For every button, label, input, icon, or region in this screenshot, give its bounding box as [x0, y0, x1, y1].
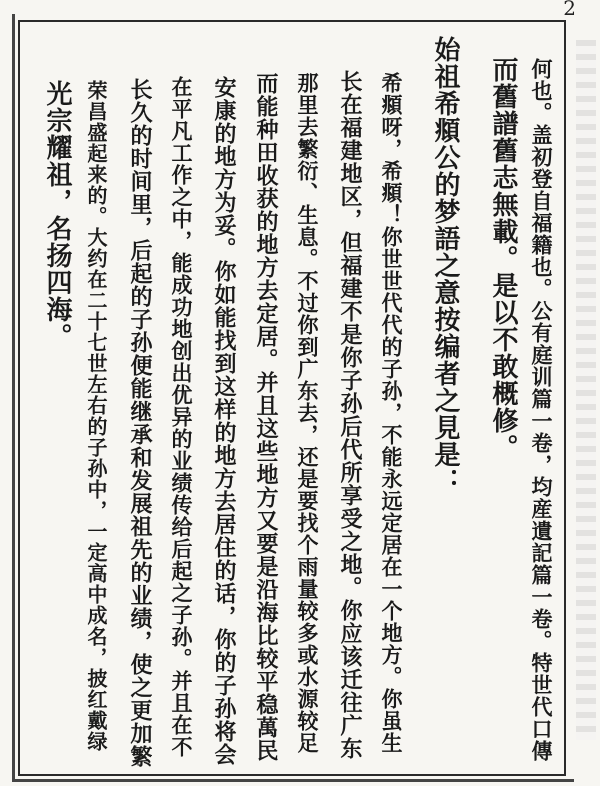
- text-column-11: 荣昌盛起来的。大约在二十七世左右的子孙中，一定高中成名，披红戴绿: [84, 80, 108, 752]
- text-column-5: 长在福建地区，但福建不是你子孙后代所享受之地。你应该迁往广东: [337, 70, 362, 760]
- page-number: 2: [563, 0, 576, 20]
- text-column-8: 安康的地方为妥。你如能找到这样的地方去居住的话，你的子孙将会: [211, 76, 236, 766]
- text-column-2: 而舊譜舊志無載。是以不敢概修。: [488, 56, 518, 461]
- text-column-4: 希頫呀，希頫！你世世代代的子孙，不能永远定居在一个地方。你虽生: [379, 72, 403, 754]
- text-column-9: 在平凡工作之中，能成功地创出优异的业绩传给后起之子孙。并且在不: [169, 76, 193, 758]
- page-edge-shadow: [576, 40, 596, 740]
- text-column-3: 始祖希頫公的梦語之意按编者之見是：: [430, 36, 460, 495]
- text-column-12: 光宗耀祖，名扬四海。: [42, 80, 72, 350]
- text-column-1: 何也。盖初登自福籍也。公有庭训篇一卷，均産遺記篇一卷。特世代口傳: [529, 58, 553, 762]
- text-column-6: 那里去繁衍、生息。不过你到广东去，还是要找个雨量较多或水源较足: [295, 72, 319, 754]
- text-column-7: 而能种田收获的地方去定居。并且这些地方又要是沿海比较平稳萬民: [253, 72, 278, 762]
- text-column-10: 长久的时间里，后起的子孙便能继承和发展祖先的业绩，使之更加繁: [127, 78, 152, 768]
